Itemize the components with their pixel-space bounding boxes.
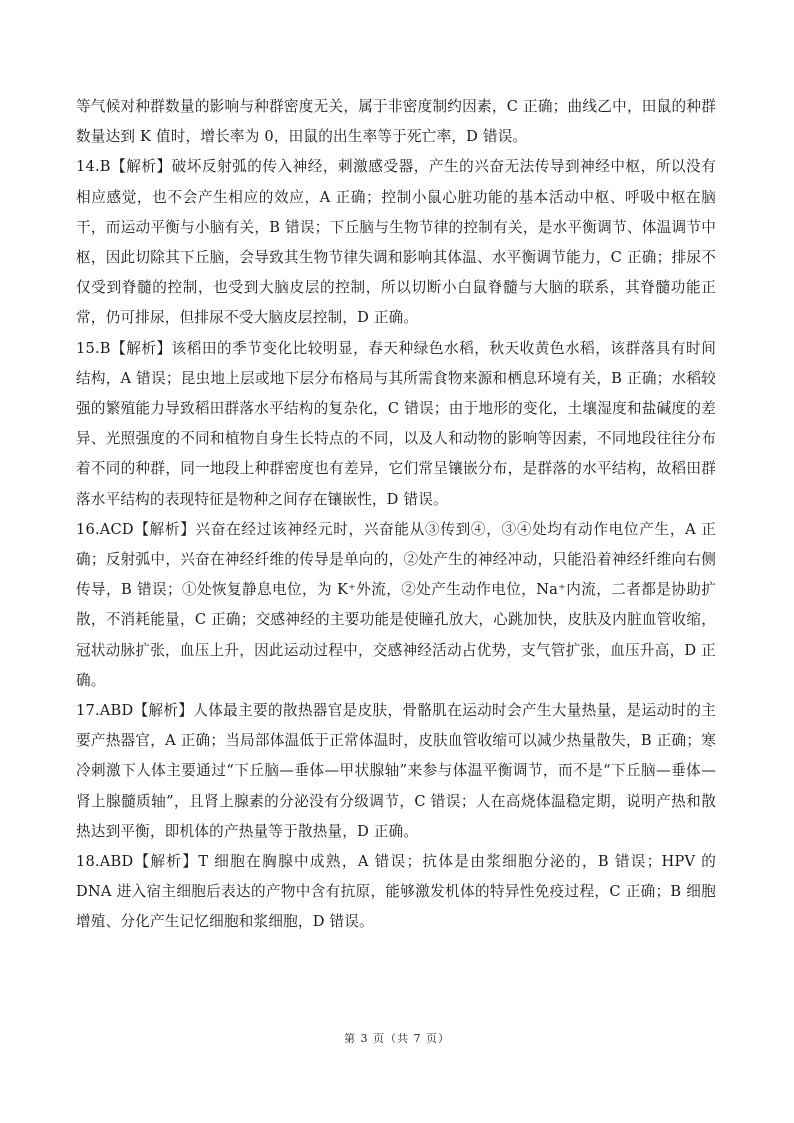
answer-15: 15.B【解析】该稻田的季节变化比较明显，春天种绿色水稻，秋天收黄色水稻，该群落具有时间结构，A 错误；昆虫地上层或地下层分布格局与其所需食物来源和栖息环境有关，B 正确；水稻较强的繁殖能力导致稻田群落水平结构的复杂化，C 错误；由于地形的变化，土壤湿度和盐碱度的差异、光照强度的不同和植物自身生长特点的不同，以及人和动物的影响等因素，不同地段往往分布着不同的种群，同一地段上种群密度也有差异，它们常呈镶嵌分布，是群落的水平结构，故稻田群落水平结构的表现特征是物种之间存在镶嵌性，D 错误。 <box>76 339 716 508</box>
document-body <box>76 92 716 938</box>
answer-18: 18.ABD【解析】T 细胞在胸腺中成熟，A 错误；抗体是由浆细胞分泌的，B 错误；HPV 的 DNA 进入宿主细胞后表达的产物中含有抗原，能够激发机体的特异性免疫过程，C 正确；B 细胞增殖、分化产生记忆细胞和浆细胞，D 错误。 <box>76 853 716 931</box>
page-footer: 第 3 页（共 7 页） <box>344 1032 450 1045</box>
paragraph-continuation: 等气候对种群数量的影响与种群密度无关，属于非密度制约因素，C 正确；曲线乙中，田鼠的种群数量达到 K 值时，增长率为 0，田鼠的出生率等于死亡率，D 错误。 <box>76 98 716 146</box>
answer-17: 17.ABD【解析】人体最主要的散热器官是皮肤，骨骼肌在运动时会产生大量热量，是运动时的主要产热器官，A 正确；当局部体温低于正常体温时，皮肤血管收缩可以减少热量散失，B 正确；寒冷刺激下人体主要通过“下丘脑—垂体—甲状腺轴”来参与体温平衡调节，而不是“下丘脑—垂体—肾上腺髓质轴”，且肾上腺素的分泌没有分级调节，C 错误；人在高烧体温稳定期，说明产热和散热达到平衡，即机体的产热量等于散热量，D 正确。 <box>76 702 716 840</box>
answer-16: 16.ACD【解析】兴奋在经过该神经元时，兴奋能从③传到④，③④处均有动作电位产生，A 正确；反射弧中，兴奋在神经纤维的传导是单向的，②处产生的神经冲动，只能沿着神经纤维向右侧传导，B 错误；①处恢复静息电位，为 K⁺外流，②处产生动作电位，Na⁺内流，二者都是协助扩散，不消耗能量，C 正确；交感神经的主要功能是使瞳孔放大，心跳加快，皮肤及内脏血管收缩，冠状动脉扩张，血压上升，因此运动过程中，交感神经活动占优势，支气管扩张，血压升高，D 正确。 <box>76 520 716 689</box>
answer-14: 14.B【解析】破坏反射弧的传入神经，刺激感受器，产生的兴奋无法传导到神经中枢，所以没有相应感觉，也不会产生相应的效应，A 正确；控制小鼠心脏功能的基本活动中枢、呼吸中枢在脑干，而运动平衡与小脑有关，B 错误；下丘脑与生物节律的控制有关，是水平衡调节、体温调节中枢，因此切除其下丘脑，会导致其生物节律失调和影响其体温、水平衡调节能力，C 正确；排尿不仅受到脊髓的控制，也受到大脑皮层的控制，所以切断小白鼠脊髓与大脑的联系，其脊髓功能正常，仍可排尿，但排尿不受大脑皮层控制，D 正确。 <box>76 158 716 327</box>
